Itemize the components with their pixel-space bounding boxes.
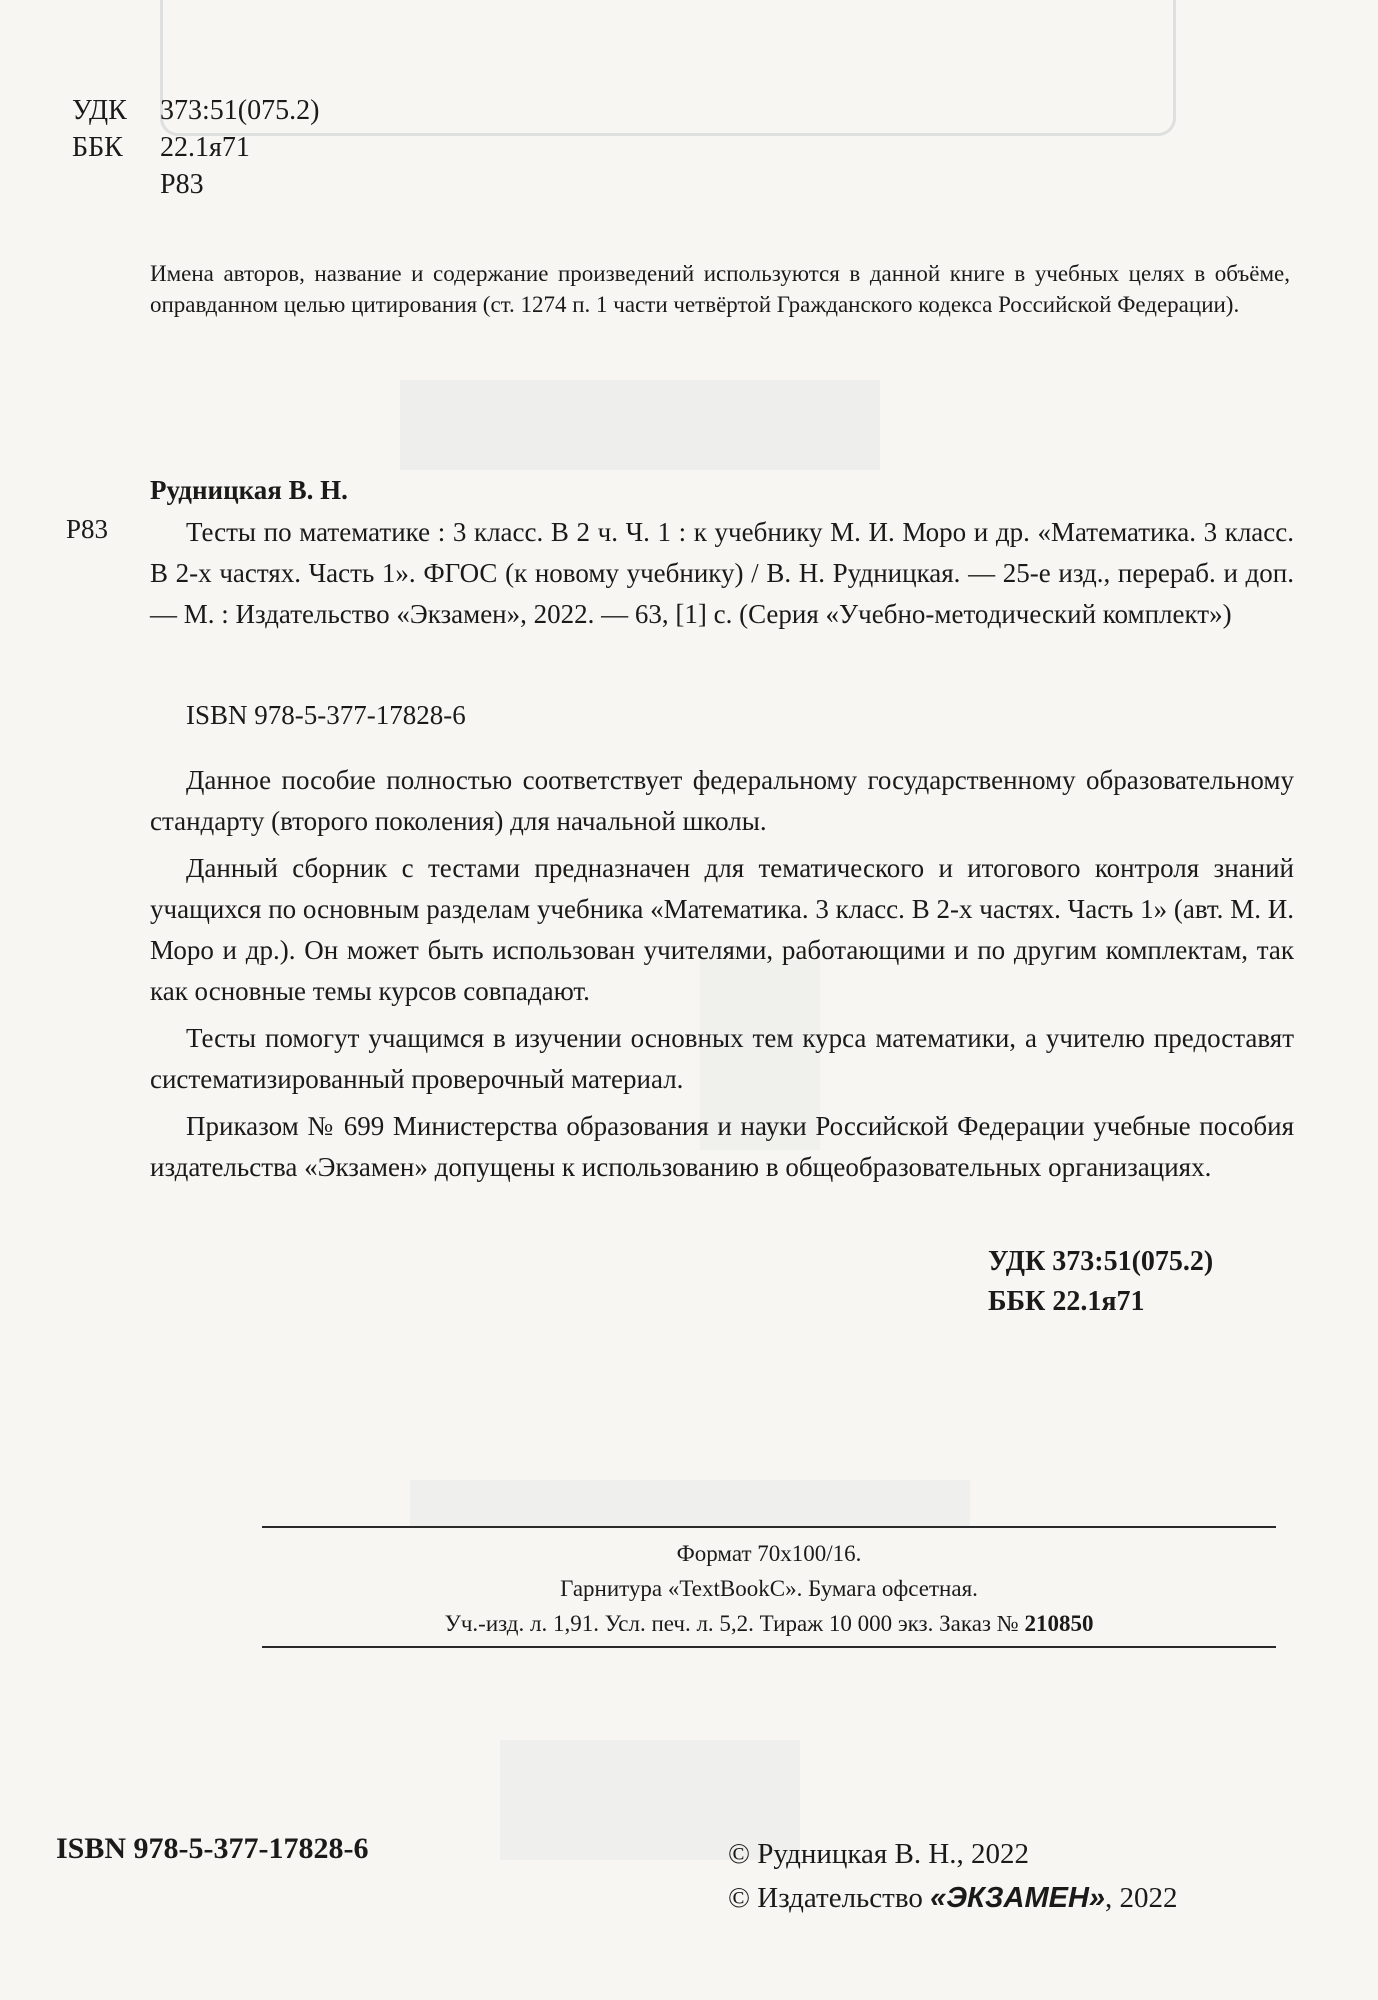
copyright-block [728, 1832, 1178, 1920]
copyright-publisher: © Издательство «ЭКЗАМЕН», 2022 [728, 1882, 1178, 1914]
publisher-name: «ЭКЗАМЕН» [930, 1882, 1106, 1914]
imprint-format: Формат 70х100/16. [676, 1541, 862, 1566]
isbn-bottom: ISBN 978-5-377-17828-6 [56, 1832, 369, 1865]
bbk-label: ББК [72, 132, 123, 163]
entry-code: Р83 [66, 514, 109, 544]
annotation-paragraph: Приказом № 699 Министерства образования и науки Российской Федерации учебные пособия издательства «Экзамен» допущены к использованию в общеобразовательных организациях. [150, 1111, 1294, 1182]
bbk-code: ББК 22.1я71 [988, 1286, 1145, 1317]
order-number: 210850 [1024, 1611, 1094, 1636]
imprint-block [262, 1536, 1276, 1641]
entry-description: Тесты по математике : 3 класс. В 2 ч. Ч. 1 : к учебнику М. И. Моро и др. «Математика. 3 класс. В 2-х частях. Часть 1». ФГОС (к новому учебнику) / В. Н. Рудницкая. — 25-е изд., перераб. и доп. — М. : Издательство «Экзамен», 2022. — 63, [1] с. (Серия «Учебно-методический комплект») [150, 517, 1294, 629]
author-mark: Р83 [160, 169, 204, 200]
bleed-through-shape [400, 380, 880, 470]
bbk-value: 22.1я71 [160, 132, 250, 163]
annotation [150, 760, 1294, 1194]
entry-isbn: ISBN 978-5-377-17828-6 [186, 700, 466, 730]
annotation-paragraph: Данное пособие полностью соответствует федеральному государственному образовательному стандарту (второго поколения) для начальной школы. [150, 765, 1294, 836]
imprint-typeface: Гарнитура «TextBookC». Бумага офсетная. [560, 1576, 978, 1601]
udk-code: УДК 373:51(075.2) [988, 1246, 1214, 1277]
copyright-author: © Рудницкая В. Н., 2022 [728, 1838, 1030, 1870]
entry-author: Рудницкая В. Н. [150, 475, 348, 505]
annotation-paragraph: Тесты помогут учащимся в изучении основных тем курса математики, а учителю предоставят систематизированный проверочный материал. [150, 1023, 1294, 1094]
udk-label: УДК [72, 95, 127, 126]
imprint-top-rule [262, 1526, 1276, 1528]
copyright-notice: Имена авторов, название и содержание произведений используются в данной книге в учебных целях в объёме, оправданном целью цитирования (ст. 1274 п. 1 части четвёртой Гражданского кодекса Российской Федерации). [150, 261, 1290, 317]
bleed-through-shape [410, 1480, 970, 1528]
imprint-print-info: Уч.-изд. л. 1,91. Усл. печ. л. 5,2. Тираж 10 000 экз. Заказ № 210850 [444, 1611, 1094, 1636]
classification-codes-right [988, 1242, 1213, 1322]
imprint-bottom-rule [262, 1646, 1276, 1648]
classification-codes [72, 92, 319, 203]
udk-value: 373:51(075.2) [160, 95, 320, 126]
annotation-paragraph: Данный сборник с тестами предназначен для тематического и итогового контроля знаний учащихся по основным разделам учебника «Математика. 3 класс. В 2-х частях. Часть 1» (авт. М. И. Моро и др.). Он может быть использован учителями, работающими и по другим комплектам, так как основные темы курсов совпадают. [150, 853, 1294, 1006]
